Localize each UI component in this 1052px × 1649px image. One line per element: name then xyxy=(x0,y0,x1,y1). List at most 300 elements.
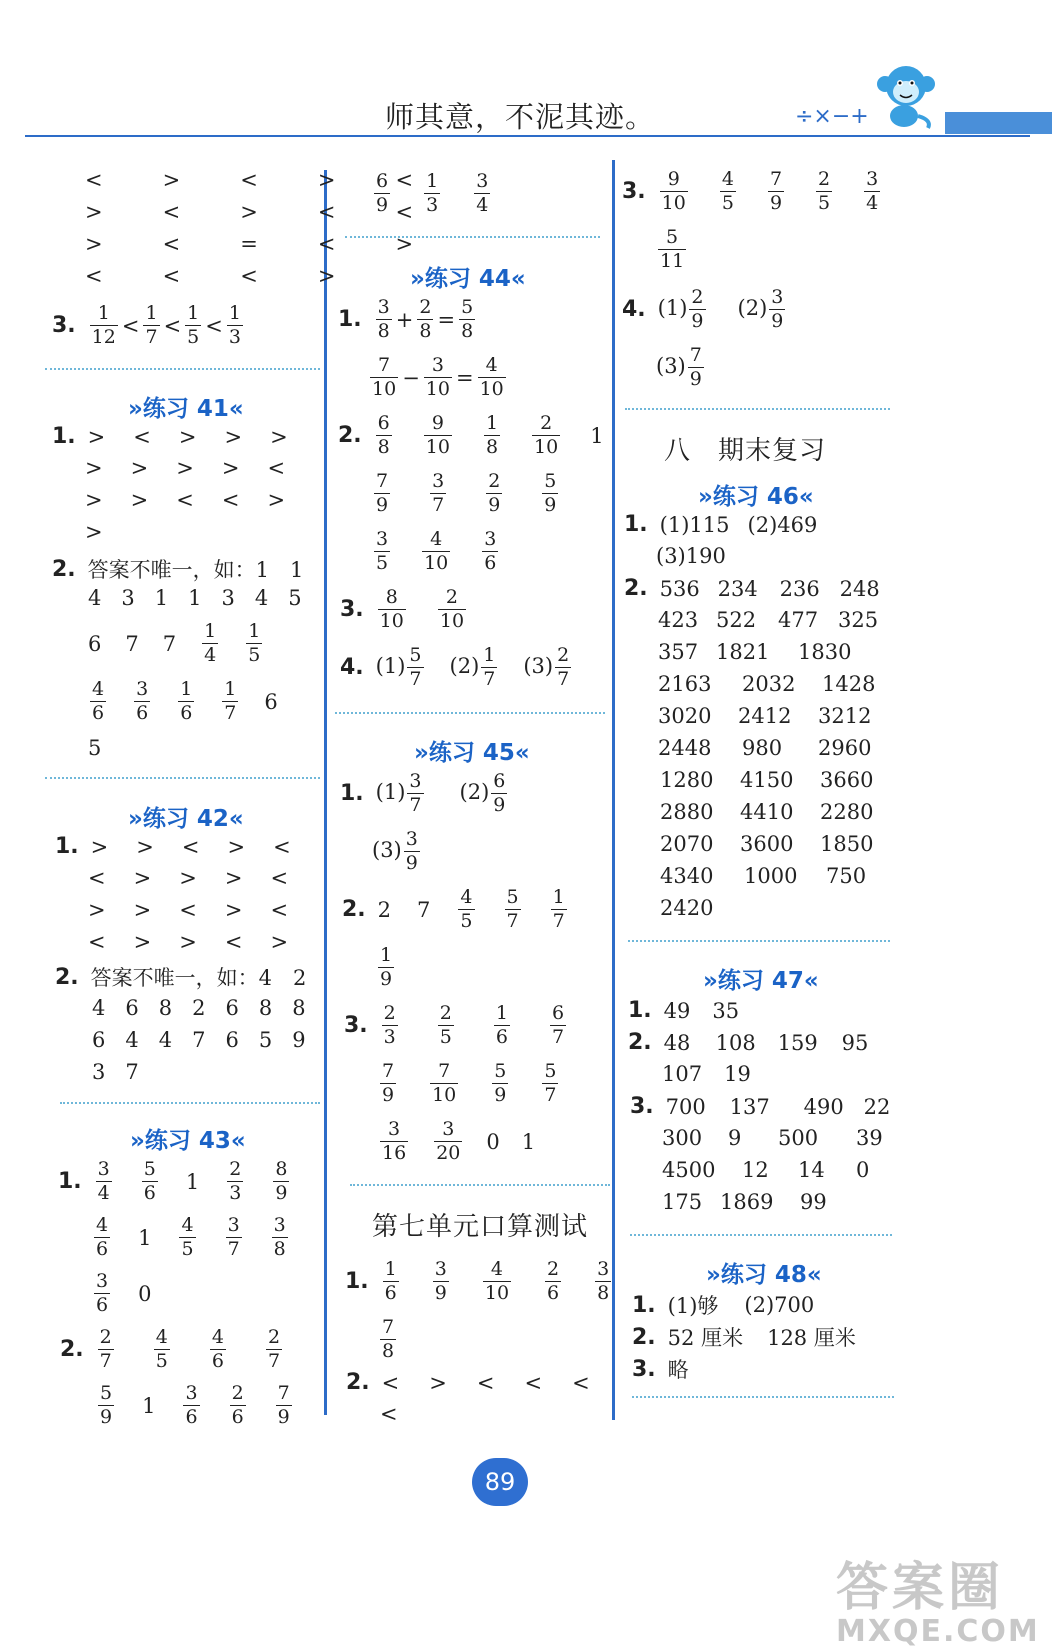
answer-row xyxy=(632,1354,689,1384)
answer-text: > xyxy=(130,456,149,480)
fraction-numerator: 7 xyxy=(438,1060,451,1082)
operator-icons: ÷×−+ xyxy=(795,104,869,129)
answer-row xyxy=(658,640,858,664)
answer-row xyxy=(380,1402,398,1426)
answer-item xyxy=(658,168,690,215)
answer-text: > xyxy=(133,930,152,954)
answer-text: > xyxy=(224,898,243,922)
fraction-numerator: 2 xyxy=(439,1002,452,1024)
answer-item xyxy=(91,835,109,859)
answer-text: > xyxy=(88,898,106,922)
answer-text: 1 xyxy=(142,1393,156,1418)
monkey-mascot-icon xyxy=(870,62,940,134)
answer-item xyxy=(220,678,240,725)
fraction-denominator: 3 xyxy=(426,194,439,216)
fraction-numerator: 6 xyxy=(551,1002,565,1024)
answer-text: 8 xyxy=(258,996,273,1020)
answer-item xyxy=(658,286,708,333)
answer-row xyxy=(88,866,288,890)
answer-item xyxy=(780,577,840,601)
answer-item xyxy=(183,302,203,349)
answer-item xyxy=(662,1190,720,1214)
answer-item xyxy=(456,366,474,390)
fraction xyxy=(98,1382,114,1429)
answer-item xyxy=(742,1158,798,1182)
answer-item xyxy=(742,672,822,696)
fraction-numerator: 7 xyxy=(378,354,391,376)
answer-text: < xyxy=(572,1370,590,1395)
answer-item xyxy=(224,1214,244,1261)
answer-item xyxy=(222,586,235,610)
exercise-title: »练习 47« xyxy=(703,968,819,994)
answer-row xyxy=(378,1316,398,1363)
fraction xyxy=(424,170,440,217)
question-number: 1. xyxy=(628,998,652,1023)
answer-row xyxy=(662,1158,896,1182)
fraction-denominator: 12 xyxy=(91,326,116,348)
answer-row xyxy=(92,1060,139,1084)
fraction xyxy=(494,1002,510,1049)
fraction-numerator: 3 xyxy=(185,1382,198,1404)
fraction-numerator: 4 xyxy=(460,886,473,908)
answer-item xyxy=(134,866,152,890)
fraction-denominator: 7 xyxy=(432,494,445,516)
page-number: 89 xyxy=(472,1458,528,1506)
answer-item xyxy=(85,264,103,288)
answer-row xyxy=(658,672,882,696)
answer-item xyxy=(658,704,738,728)
fraction-numerator: 3 xyxy=(597,1258,610,1280)
fraction-numerator: 5 xyxy=(666,226,679,248)
answer-item xyxy=(92,1270,112,1317)
fraction xyxy=(458,886,474,933)
fraction xyxy=(134,678,150,725)
answer-item xyxy=(240,232,258,256)
fraction-numerator: 8 xyxy=(275,1158,288,1180)
answer-text: 2448 xyxy=(658,736,712,760)
exercise-title: »练习 42« xyxy=(128,806,244,832)
answer-item xyxy=(374,412,394,459)
fraction-denominator: 7 xyxy=(99,1350,112,1372)
fraction-denominator: 6 xyxy=(136,702,149,724)
fraction-numerator: 1 xyxy=(552,886,565,908)
answer-item xyxy=(658,736,742,760)
answer-item xyxy=(484,470,504,517)
answer-text: 6 xyxy=(88,631,102,656)
answer-item xyxy=(182,835,200,859)
fraction-denominator: 7 xyxy=(557,668,570,690)
fraction-denominator: 5 xyxy=(376,552,389,574)
fraction-denominator: 8 xyxy=(461,320,474,342)
answer-text: < xyxy=(273,834,291,859)
answer-text: 4150 xyxy=(740,768,794,792)
fraction-denominator: 5 xyxy=(439,1026,452,1048)
answer-item xyxy=(660,832,740,856)
answer-text: 3 xyxy=(121,586,135,610)
answer-text: (3) xyxy=(372,838,402,862)
answer-item xyxy=(422,412,454,459)
answer-text: < xyxy=(476,1370,495,1395)
answer-text: 7 xyxy=(417,897,431,922)
fraction-numerator: 3 xyxy=(388,1118,401,1140)
section-divider xyxy=(350,1184,610,1186)
answer-text: < xyxy=(133,424,151,449)
answer-text: 2070 xyxy=(660,832,714,856)
answer-item xyxy=(660,864,744,888)
fraction-denominator: 5 xyxy=(818,192,831,214)
fraction-denominator: 20 xyxy=(436,1142,461,1164)
fraction xyxy=(422,528,450,575)
answer-item xyxy=(525,1371,543,1395)
fraction-numerator: 2 xyxy=(488,470,501,492)
fraction-denominator: 9 xyxy=(488,494,501,516)
answer-text: (3)190 xyxy=(656,544,726,568)
answer-row xyxy=(656,344,706,391)
answer-text: 236 xyxy=(779,576,820,601)
answer-row xyxy=(660,896,713,920)
answer-item xyxy=(656,226,688,273)
answer-item xyxy=(372,470,392,517)
answer-item xyxy=(798,1158,856,1182)
answer-text: 4 xyxy=(88,586,102,610)
fraction-numerator: 1 xyxy=(187,302,200,324)
fraction xyxy=(486,470,502,517)
question-number: 1. xyxy=(624,512,648,537)
answer-text: 5 xyxy=(288,586,302,610)
answer-item xyxy=(728,1126,778,1150)
fraction-denominator: 9 xyxy=(544,494,557,516)
answer-item xyxy=(716,640,798,664)
answer-row xyxy=(342,886,569,933)
answer-row xyxy=(658,608,898,632)
answer-row xyxy=(656,544,726,568)
answer-text: 357 xyxy=(658,640,699,664)
answer-item xyxy=(226,996,239,1020)
answer-row xyxy=(345,1258,613,1305)
watermark-logo xyxy=(836,1545,1040,1649)
answer-text: > xyxy=(85,520,103,544)
answer-item xyxy=(192,996,205,1020)
fraction-denominator: 8 xyxy=(377,436,390,458)
answer-item xyxy=(225,425,243,449)
fraction-numerator: 3 xyxy=(431,354,444,376)
fraction-numerator: 6 xyxy=(377,412,390,434)
answer-item xyxy=(208,1326,228,1373)
answer-text: < xyxy=(240,168,258,192)
column-divider-2 xyxy=(612,160,615,1420)
answer-text: 0 xyxy=(856,1158,870,1182)
fraction-denominator: 5 xyxy=(460,910,473,932)
answer-item xyxy=(838,608,898,632)
answer-row xyxy=(85,520,103,544)
answer-text: 159 xyxy=(777,1030,818,1055)
fraction xyxy=(98,1326,114,1373)
answer-text: 答案不唯一，如：4 2 xyxy=(90,966,307,990)
answer-text: < xyxy=(85,264,103,288)
answer-row xyxy=(376,944,396,991)
answer-text: 7 xyxy=(125,1060,139,1084)
column-divider-1 xyxy=(324,170,327,1415)
answer-item xyxy=(396,308,414,332)
answer-text: 2032 xyxy=(742,672,796,696)
answer-item xyxy=(122,314,140,338)
fraction-denominator: 6 xyxy=(384,1282,397,1304)
answer-text: 7 xyxy=(125,631,139,656)
answer-text: > xyxy=(270,930,289,954)
fraction xyxy=(96,1158,112,1205)
answer-row xyxy=(628,998,739,1023)
fraction-numerator: 4 xyxy=(181,1214,194,1236)
fraction xyxy=(202,620,218,667)
header-bar xyxy=(945,112,1052,134)
answer-item xyxy=(748,513,818,537)
fraction xyxy=(380,1316,396,1363)
answer-item xyxy=(374,296,394,343)
exercise-title: »练习 46« xyxy=(698,484,814,510)
fraction-denominator: 6 xyxy=(185,1406,198,1428)
answer-text: < xyxy=(395,200,414,224)
answer-text: 1850 xyxy=(820,832,874,856)
answer-item xyxy=(540,470,560,517)
answer-text: 3020 xyxy=(658,704,712,728)
answer-item xyxy=(85,168,103,192)
answer-text: 2880 xyxy=(660,800,714,824)
fraction xyxy=(542,1060,558,1107)
fraction-numerator: 3 xyxy=(442,1118,455,1140)
answer-text: 39 xyxy=(856,1126,883,1150)
answer-text: > xyxy=(429,1370,447,1395)
fraction xyxy=(542,470,558,517)
fraction-numerator: 2 xyxy=(231,1382,244,1404)
answer-row xyxy=(624,576,900,601)
answer-text: (2) xyxy=(737,296,768,320)
answer-item xyxy=(477,1371,495,1395)
fraction-denominator: 6 xyxy=(484,552,497,574)
fraction-numerator: 1 xyxy=(228,302,241,324)
fraction-numerator: 4 xyxy=(155,1326,168,1348)
fraction xyxy=(90,678,106,725)
section-divider xyxy=(632,1396,894,1398)
answer-row xyxy=(338,412,604,459)
answer-item xyxy=(186,1170,199,1194)
fraction-numerator: 4 xyxy=(490,1258,503,1280)
fraction xyxy=(94,1214,110,1261)
fraction-numerator: 4 xyxy=(96,1214,109,1236)
question-number: 1. xyxy=(338,307,362,332)
answer-text: < xyxy=(88,866,106,890)
answer-item xyxy=(660,577,718,601)
fraction xyxy=(483,1258,511,1305)
answer-text: 1869 xyxy=(720,1190,774,1214)
answer-item xyxy=(378,1118,410,1165)
answer-text: 7 xyxy=(162,631,177,656)
fraction xyxy=(154,1326,170,1373)
answer-item xyxy=(125,632,138,656)
answer-item xyxy=(376,644,426,691)
fraction xyxy=(383,1258,399,1305)
answer-text: < xyxy=(317,200,336,224)
answer-text: 3660 xyxy=(820,768,874,792)
question-number: 2. xyxy=(55,964,79,990)
answer-item xyxy=(428,470,448,517)
answer-row xyxy=(92,996,306,1020)
answer-text: 4500 xyxy=(662,1158,716,1182)
answer-row xyxy=(660,800,880,824)
answer-item xyxy=(428,1060,460,1107)
fraction-numerator: 2 xyxy=(419,296,432,318)
fraction-numerator: 9 xyxy=(667,168,680,190)
answer-row xyxy=(88,898,288,922)
fraction-denominator: 7 xyxy=(267,1350,281,1372)
answer-text: 2163 xyxy=(658,672,712,696)
fraction-denominator: 7 xyxy=(145,326,158,348)
fraction xyxy=(484,412,500,459)
answer-item xyxy=(543,1258,563,1305)
answer-text: + xyxy=(395,307,414,332)
section-heading: 第七单元口算测试 xyxy=(372,1212,589,1242)
answer-item xyxy=(422,354,454,401)
answer-row xyxy=(378,1060,560,1107)
fraction xyxy=(90,302,118,349)
fraction xyxy=(374,528,390,575)
answer-row xyxy=(85,168,413,192)
fraction xyxy=(424,354,452,401)
answer-row xyxy=(340,770,509,817)
answer-item xyxy=(668,1354,689,1384)
fraction xyxy=(382,1002,398,1049)
question-number: 3. xyxy=(630,1094,654,1119)
fraction-numerator: 3 xyxy=(273,1214,286,1236)
answer-item xyxy=(742,736,818,760)
fraction-numerator: 3 xyxy=(484,528,497,550)
answer-item xyxy=(132,678,152,725)
answer-row xyxy=(662,1190,840,1214)
exercise-title: »练习 45« xyxy=(414,740,530,766)
fraction-denominator: 5 xyxy=(248,644,261,666)
answer-item xyxy=(88,866,106,890)
answer-item xyxy=(420,528,452,575)
answer-text: > xyxy=(240,200,258,224)
answer-item xyxy=(372,528,392,575)
answer-item xyxy=(181,1382,201,1429)
exercise-title: »练习 43« xyxy=(130,1128,246,1154)
answer-text: 1821 xyxy=(716,640,770,664)
answer-text: 7 xyxy=(192,1028,206,1052)
answer-row xyxy=(60,1326,284,1373)
answer-item xyxy=(142,1394,155,1418)
fraction xyxy=(378,944,394,991)
fraction xyxy=(545,1258,561,1305)
fraction-numerator: 3 xyxy=(409,770,422,792)
question-number: 1. xyxy=(345,1269,369,1294)
answer-item xyxy=(188,586,201,610)
fraction-numerator: 5 xyxy=(544,1060,557,1082)
fraction-numerator: 7 xyxy=(382,1060,395,1082)
fraction-numerator: 7 xyxy=(277,1382,290,1404)
answer-item xyxy=(476,354,508,401)
answer-item xyxy=(664,999,691,1023)
answer-row xyxy=(85,200,413,224)
answer-item xyxy=(457,296,477,343)
answer-text: 14 xyxy=(798,1158,825,1182)
answer-row xyxy=(88,930,288,954)
fraction-numerator: 4 xyxy=(92,678,105,700)
fraction xyxy=(430,1060,458,1107)
answer-item xyxy=(436,1002,456,1049)
answer-text: < xyxy=(270,898,289,922)
answer-text: 8 xyxy=(158,996,173,1020)
answer-text: 137 xyxy=(729,1094,770,1119)
answer-item xyxy=(91,962,307,992)
answer-item xyxy=(724,1062,751,1086)
answer-text: 522 xyxy=(716,608,757,632)
answer-item xyxy=(141,302,161,349)
answer-item xyxy=(134,898,152,922)
answer-text: 5 xyxy=(258,1028,273,1052)
fraction xyxy=(183,1382,199,1429)
answer-item xyxy=(125,996,138,1020)
answer-item xyxy=(402,366,420,390)
answer-item xyxy=(482,412,502,459)
answer-row xyxy=(632,1290,814,1320)
answer-text: (2)700 xyxy=(744,1293,815,1317)
fraction xyxy=(550,1002,566,1049)
answer-row xyxy=(372,470,560,517)
answer-item xyxy=(415,296,435,343)
answer-item xyxy=(176,678,196,725)
answer-text: > xyxy=(224,424,243,449)
answer-item xyxy=(225,898,243,922)
answer-text: 700 xyxy=(665,1094,706,1119)
answer-item xyxy=(740,800,820,824)
fraction xyxy=(505,886,521,933)
section-divider xyxy=(45,368,320,370)
answer-row xyxy=(52,302,245,349)
fraction-numerator: 4 xyxy=(430,528,443,550)
answer-item xyxy=(660,800,740,824)
answer-row xyxy=(630,1094,904,1119)
answer-item xyxy=(179,898,197,922)
fraction-numerator: 2 xyxy=(445,586,458,608)
answer-text: < xyxy=(179,898,197,922)
answer-text: − xyxy=(402,365,420,390)
answer-text: 2 xyxy=(377,897,392,922)
answer-row xyxy=(622,286,787,333)
answer-text: 0 xyxy=(138,1281,152,1306)
answer-row xyxy=(660,768,880,792)
answer-item xyxy=(318,264,336,288)
answer-item xyxy=(85,520,103,544)
answer-item xyxy=(800,1190,840,1214)
answer-text: (2)469 xyxy=(747,512,818,537)
answer-item xyxy=(456,886,476,933)
answer-text: 2960 xyxy=(818,736,872,760)
answer-item xyxy=(778,1031,842,1055)
fraction xyxy=(210,1326,226,1373)
answer-item xyxy=(240,264,258,288)
answer-row xyxy=(85,264,335,288)
answer-item xyxy=(740,768,820,792)
answer-item xyxy=(179,425,197,449)
fraction-numerator: 1 xyxy=(180,678,193,700)
question-number: 1. xyxy=(632,1292,656,1318)
question-number: 2. xyxy=(632,1324,656,1350)
answer-text: > xyxy=(227,834,246,859)
answer-item xyxy=(240,168,258,192)
fraction xyxy=(273,1158,289,1205)
answer-row xyxy=(632,1322,856,1352)
answer-item xyxy=(138,1282,151,1306)
